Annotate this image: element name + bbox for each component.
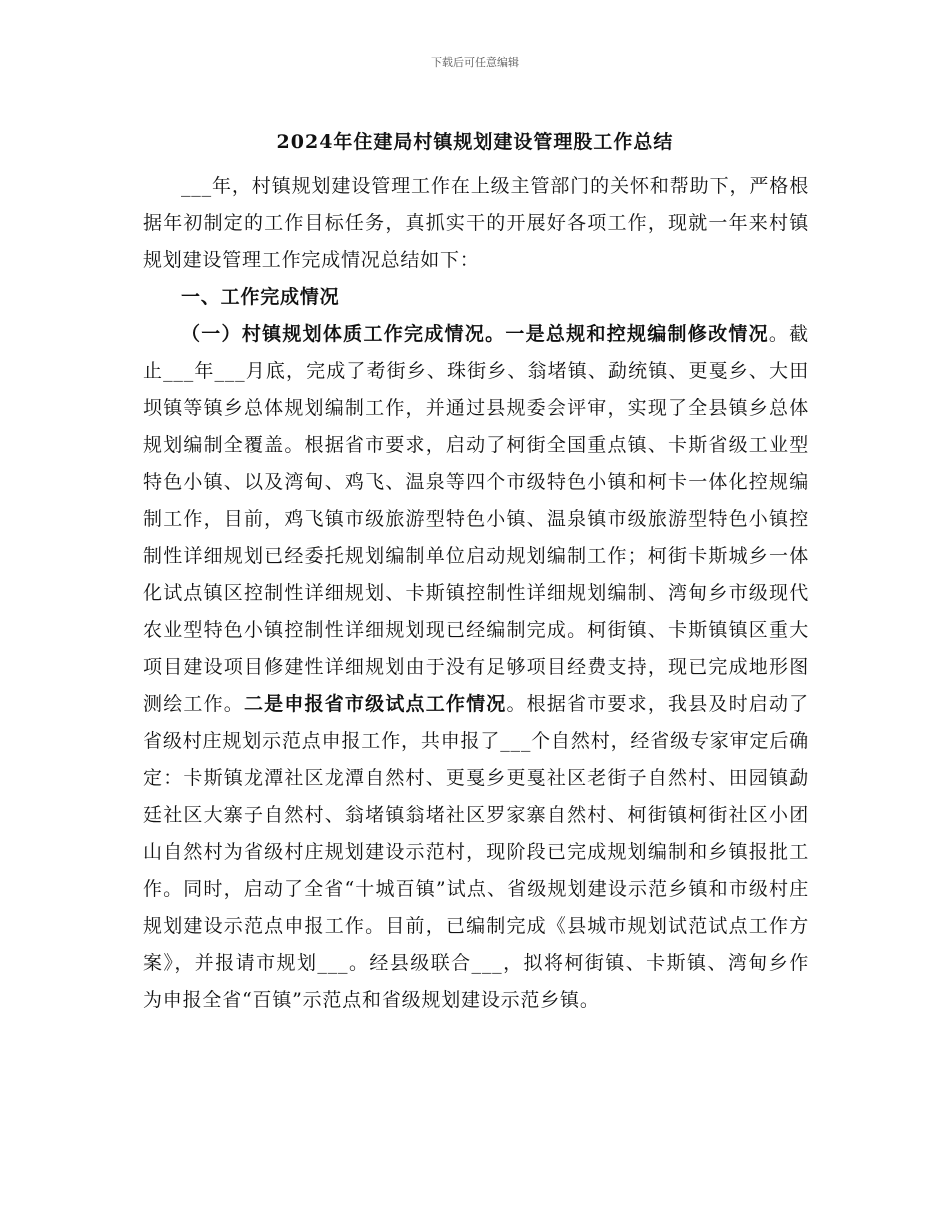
- point1-text: 。截止___年___月底，完成了耇街乡、珠街乡、翁堵镇、勐统镇、更戛乡、大田坝镇等镇乡总体规划编制工作，并通过县规委会评审，实现了全县镇乡总体规划编制全覆盖。根据省市要求，启动了柯街全国重点镇、卡斯省级工业型特色小镇、以及湾甸、鸡飞、温泉等四个市级特色小镇和柯卡一体化控规编制工作，目前，鸡飞镇市级旅游型特色小镇、温泉镇市级旅游型特色小镇控制性详细规划已经委托规划编制单位启动规划编制工作；柯街卡斯城乡一体化试点镇区控制性详细规划、卡斯镇控制性详细规划编制、湾甸乡市级现代农业型特色小镇控制性详细规划现已经编制完成。柯街镇、卡斯镇镇区重大项目建设项目修建性详细规划由于没有足够项目经费支持，现已完成地形图测绘工作。: [143, 323, 809, 715]
- page-title: 2024年住建局村镇规划建设管理股工作总结: [276, 131, 674, 153]
- point2-text: 。根据省市要求，我县及时启动了省级村庄规划示范点申报工作，共申报了___个自然村，经省级专家审定后确定：卡斯镇龙潭社区龙潭自然村、更戛乡更戛社区老街子自然村、田园镇勐廷社区大寨子自然村、翁堵镇翁堵社区罗家寨自然村、柯街镇柯街社区小团山自然村为省级村庄规划建设示范村，现阶段已完成规划编制和乡镇报批工作。同时，启动了全省“十城百镇”试点、省级规划建设示范乡镇和市级村庄规划建设示范点申报工作。目前，已编制完成《县城市规划试范试点工作方案》，并报请市规划___。经县级联合___，拟将柯街镇、卡斯镇、湾甸乡作为申报全省“百镇”示范点和省级规划建设示范乡镇。: [143, 693, 809, 1011]
- document-body: [143, 168, 809, 1019]
- point2-title: 二是申报省市级试点工作情况: [243, 693, 507, 715]
- header-note: 下载后可任意编辑: [431, 56, 519, 69]
- point1-title: 一是总规和控规编制修改情况: [505, 323, 769, 345]
- subsection-heading: （一）村镇规划体质工作完成情况。: [181, 323, 506, 345]
- section-heading: 一、工作完成情况: [181, 286, 340, 308]
- subsection-paragraph: [143, 316, 809, 1019]
- intro-paragraph: ___年，村镇规划建设管理工作在上级主管部门的关怀和帮助下，严格根据年初制定的工作目标任务，真抓实干的开展好各项工作，现就一年来村镇规划建设管理工作完成情况总结如下：: [143, 175, 809, 271]
